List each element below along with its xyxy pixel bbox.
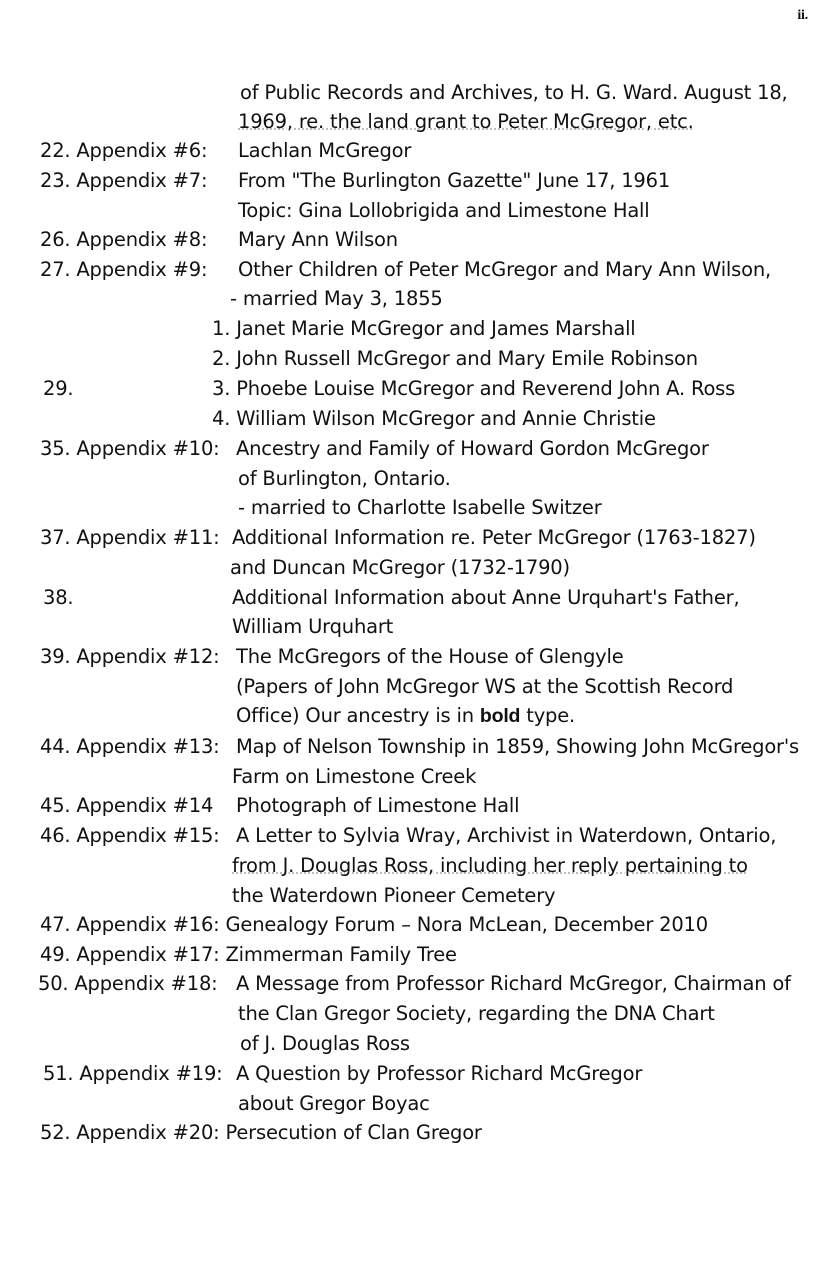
entry-title: Additional Information about Anne Urquhart's Father, [232,586,740,609]
entry-continuation: Farm on Limestone Creek [232,765,477,788]
entry-continuation [236,706,575,727]
entry-continuation: from J. Douglas Ross, including her reply pertaining to [232,854,748,877]
entry-number: 38. [43,586,74,609]
entry-number: 26. Appendix #8: [40,228,208,251]
entry-continuation: about Gregor Boyac [238,1092,430,1115]
entry-title: A Message from Professor Richard McGregor, Chairman of [236,972,791,995]
entry-continuation: - married May 3, 1855 [230,287,443,310]
entry-number: 27. Appendix #9: [40,258,208,281]
entry-number: 22. Appendix #6: [40,139,208,162]
entry-title: Photograph of Limestone Hall [236,794,520,817]
entry-number: 45. Appendix #14 [40,794,214,817]
entry-title: Other Children of Peter McGregor and Mary Ann Wilson, [238,258,771,281]
sub-list-item: 3. Phoebe Louise McGregor and Reverend John A. Ross [212,377,736,400]
entry-title: Lachlan McGregor [238,139,412,162]
entry-number: 44. Appendix #13: [40,735,220,758]
entry-continuation: William Urquhart [232,615,394,638]
sub-list-item: 2. John Russell McGregor and Mary Emile Robinson [212,347,698,370]
entry-number: 35. Appendix #10: [40,437,220,460]
entry-line: 47. Appendix #16: Genealogy Forum – Nora McLean, December 2010 [40,913,708,936]
entry-continuation: Topic: Gina Lollobrigida and Limestone Hall [238,199,650,222]
page-number: ii. [797,8,808,23]
text-run: type. [526,704,576,727]
entry-title: Mary Ann Wilson [238,228,398,251]
entry-number: 29. [43,377,74,400]
entry-continuation: of Burlington, Ontario. [238,467,451,490]
entry-number: 37. Appendix #11: [40,526,220,549]
entry-title: A Letter to Sylvia Wray, Archivist in Waterdown, Ontario, [236,824,777,847]
entry-title: Map of Nelson Township in 1859, Showing John McGregor's [236,735,799,758]
continued-line: of Public Records and Archives, to H. G. Ward. August 18, [240,81,788,104]
entry-title: Additional Information re. Peter McGregor (1763-1827) [232,526,756,549]
entry-title: The McGregors of the House of Glengyle [236,645,624,668]
entry-title: From "The Burlington Gazette" June 17, 1961 [238,169,671,192]
continued-line: 1969, re. the land grant to Peter McGregor, etc. [238,110,694,133]
text-run: Office) Our ancestry is in [236,704,474,727]
entry-line: 49. Appendix #17: Zimmerman Family Tree [40,943,457,966]
sub-list-item: 4. William Wilson McGregor and Annie Christie [212,407,656,430]
entry-line: 52. Appendix #20: Persecution of Clan Gregor [40,1121,482,1144]
entry-number: 51. Appendix #19: [43,1062,223,1085]
entry-continuation: - married to Charlotte Isabelle Switzer [238,496,602,519]
entry-title: A Question by Professor Richard McGregor [236,1062,643,1085]
entry-continuation: and Duncan McGregor (1732-1790) [230,556,570,579]
entry-number: 46. Appendix #15: [40,824,220,847]
bold-word: bold [479,705,521,727]
sub-list-item: 1. Janet Marie McGregor and James Marshall [212,317,636,340]
entry-number: 39. Appendix #12: [40,645,220,668]
entry-continuation: the Waterdown Pioneer Cemetery [232,884,556,907]
entry-continuation: (Papers of John McGregor WS at the Scottish Record [236,675,734,698]
entry-continuation: the Clan Gregor Society, regarding the DNA Chart [238,1002,715,1025]
entry-continuation: of J. Douglas Ross [240,1032,410,1055]
entry-number: 50. Appendix #18: [38,972,218,995]
entry-title: Ancestry and Family of Howard Gordon McGregor [236,437,709,460]
entry-number: 23. Appendix #7: [40,169,208,192]
